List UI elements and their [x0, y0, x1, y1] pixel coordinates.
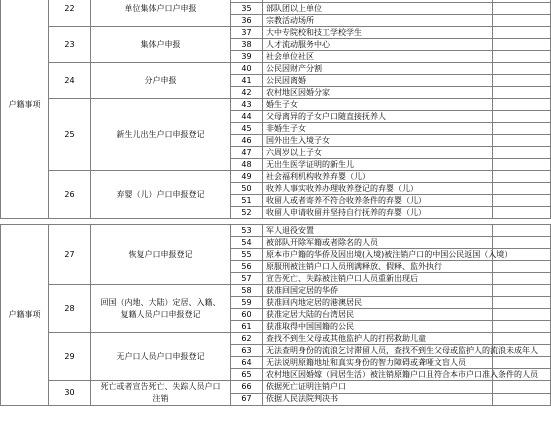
empty-cell — [493, 123, 551, 135]
item-number-cell: 58 — [231, 285, 263, 297]
item-description-cell: 获准取得中国国籍的公民 — [263, 321, 493, 333]
group-number-cell: 27 — [49, 225, 91, 285]
empty-cell — [493, 3, 551, 15]
table-row — [1, 99, 551, 111]
item-description-cell: 宣告死亡、失踪被注销户口人员重新出现后 — [263, 273, 493, 285]
item-number-cell: 54 — [231, 237, 263, 249]
empty-cell — [493, 297, 551, 309]
table-row — [1, 27, 551, 39]
empty-cell — [493, 321, 551, 333]
item-description-cell: 依据人民法院判决书 — [263, 393, 493, 406]
item-description-cell: 查找不到生父母或其他监护人的打拐救助儿童 — [263, 333, 493, 345]
group-number-cell: 26 — [49, 171, 91, 219]
item-number-cell: 43 — [231, 99, 263, 111]
item-description-cell: 无法说明原籍地址和真实身份的智力障碍或聋哑文盲人员 — [263, 357, 493, 369]
empty-cell — [493, 171, 551, 183]
table-row — [1, 225, 551, 237]
empty-cell — [493, 111, 551, 123]
item-description-cell: 部队团以上单位 — [263, 3, 493, 15]
empty-cell — [493, 207, 551, 219]
item-number-cell: 55 — [231, 249, 263, 261]
item-number-cell: 37 — [231, 27, 263, 39]
empty-cell — [493, 87, 551, 99]
table-row — [1, 333, 551, 345]
group-name-cell: 无户口人员户口申报登记 — [91, 333, 231, 381]
empty-cell — [493, 147, 551, 159]
group-name-cell: 集体户申报 — [91, 27, 231, 63]
group-name-cell: 新生儿出生户口申报登记 — [91, 99, 231, 171]
item-number-cell: 60 — [231, 309, 263, 321]
item-number-cell: 49 — [231, 171, 263, 183]
empty-cell — [493, 195, 551, 207]
item-description-cell: 社会福利机构收养弃婴（儿） — [263, 171, 493, 183]
item-description-cell: 公民因离婚 — [263, 75, 493, 87]
group-number-cell: 25 — [49, 99, 91, 171]
item-number-cell: 63 — [231, 345, 263, 357]
group-name-cell: 死亡或者宣告死亡、失踪人员户口注销 — [91, 381, 231, 406]
category-cell: 户籍事项 — [1, 225, 49, 406]
item-description-cell: 原服刑被注销户口人员刑满释放、假释、监外执行 — [263, 261, 493, 273]
empty-cell — [493, 63, 551, 75]
item-number-cell: 41 — [231, 75, 263, 87]
empty-cell — [493, 237, 551, 249]
item-number-cell: 59 — [231, 297, 263, 309]
group-name-cell: 分户申报 — [91, 63, 231, 99]
item-number-cell: 66 — [231, 381, 263, 394]
item-number-cell: 36 — [231, 15, 263, 27]
item-description-cell: 依据死亡证明注销户口 — [263, 381, 493, 394]
empty-cell — [493, 159, 551, 171]
item-number-cell: 62 — [231, 333, 263, 345]
table-row — [1, 171, 551, 183]
item-description-cell: 农村地区因婚分家 — [263, 87, 493, 99]
item-description-cell: 宗教活动场所 — [263, 15, 493, 27]
group-number-cell: 23 — [49, 27, 91, 63]
item-number-cell: 53 — [231, 225, 263, 237]
item-description-cell: 无出生医学证明的新生儿 — [263, 159, 493, 171]
item-number-cell: 57 — [231, 273, 263, 285]
item-description-cell: 六周岁以上子女 — [263, 147, 493, 159]
table-row — [1, 63, 551, 75]
item-number-cell: 50 — [231, 183, 263, 195]
table-row — [1, 285, 551, 297]
item-number-cell: 56 — [231, 261, 263, 273]
item-description-cell: 获准定居大陆的台湾居民 — [263, 309, 493, 321]
item-description-cell: 收留人或者寄养不符合收养条件的弃婴（儿） — [263, 195, 493, 207]
item-number-cell: 35 — [231, 3, 263, 15]
item-description-cell: 获准回内地定居的港澳居民 — [263, 297, 493, 309]
empty-cell — [493, 183, 551, 195]
table-block — [0, 224, 551, 406]
item-number-cell: 40 — [231, 63, 263, 75]
item-number-cell: 67 — [231, 393, 263, 406]
empty-cell — [493, 285, 551, 297]
category-cell: 户籍事项 — [1, 0, 49, 219]
item-description-cell: 收留人申请收留并坚持自行抚养的弃婴（儿） — [263, 207, 493, 219]
item-description-cell: 大中专院校和技工学校学生 — [263, 27, 493, 39]
item-description-cell: 原本市户籍的华侨及因出境(入境)被注销户口的中国公民返国（入境） — [263, 249, 493, 261]
item-description-cell: 军人退役安置 — [263, 225, 493, 237]
item-number-cell: 65 — [231, 369, 263, 381]
empty-cell — [493, 273, 551, 285]
item-number-cell: 61 — [231, 321, 263, 333]
item-description-cell: 公民因财产分割 — [263, 63, 493, 75]
group-number-cell: 30 — [49, 381, 91, 406]
empty-cell — [493, 225, 551, 237]
group-number-cell: 29 — [49, 333, 91, 381]
item-number-cell: 52 — [231, 207, 263, 219]
item-description-cell: 婚生子女 — [263, 99, 493, 111]
item-description-cell: 国外出生入境子女 — [263, 135, 493, 147]
item-number-cell: 38 — [231, 39, 263, 51]
item-number-cell: 64 — [231, 357, 263, 369]
table-row — [1, 381, 551, 394]
group-name-cell: 回国（内地、大陆）定居、入籍、复籍人员户口申报登记 — [91, 285, 231, 333]
item-description-cell: 父母离异的子女户口随直接抚养人 — [263, 111, 493, 123]
item-description-cell: 无法查明身份的流浪乞讨滞留人员，查找不到生父母或监护人的流浪未成年人 — [263, 345, 493, 357]
group-name-cell: 单位集体户口户申报 — [91, 0, 231, 27]
empty-cell — [493, 51, 551, 63]
item-description-cell: 非婚生子女 — [263, 123, 493, 135]
group-number-cell: 22 — [49, 0, 91, 27]
empty-cell — [493, 15, 551, 27]
item-description-cell: 社会单位社区 — [263, 51, 493, 63]
item-number-cell: 48 — [231, 159, 263, 171]
group-number-cell: 24 — [49, 63, 91, 99]
item-number-cell: 45 — [231, 123, 263, 135]
empty-cell — [493, 135, 551, 147]
empty-cell — [493, 333, 551, 345]
item-description-cell: 农村地区因婚嫁（同居生活）被注销原籍户口且符合本市户口准入条件的人员 — [263, 369, 493, 381]
item-description-cell: 被部队开除军籍或者除名的人员 — [263, 237, 493, 249]
item-number-cell: 46 — [231, 135, 263, 147]
item-number-cell: 42 — [231, 87, 263, 99]
group-name-cell: 弃婴（儿）户口申报登记 — [91, 171, 231, 219]
empty-cell — [493, 39, 551, 51]
empty-cell — [493, 393, 551, 406]
group-name-cell: 恢复户口申报登记 — [91, 225, 231, 285]
item-number-cell: 44 — [231, 111, 263, 123]
empty-cell — [493, 99, 551, 111]
item-description-cell: 收养人事实收养办理收养登记的弃婴（儿） — [263, 183, 493, 195]
empty-cell — [493, 75, 551, 87]
empty-cell — [493, 261, 551, 273]
empty-cell — [493, 309, 551, 321]
empty-cell — [493, 27, 551, 39]
empty-cell — [493, 381, 551, 394]
item-number-cell: 51 — [231, 195, 263, 207]
item-description-cell: 人才流动服务中心 — [263, 39, 493, 51]
item-number-cell: 47 — [231, 147, 263, 159]
item-number-cell: 39 — [231, 51, 263, 63]
empty-cell — [493, 357, 551, 369]
group-number-cell: 28 — [49, 285, 91, 333]
item-description-cell: 获准回国定居的华侨 — [263, 285, 493, 297]
